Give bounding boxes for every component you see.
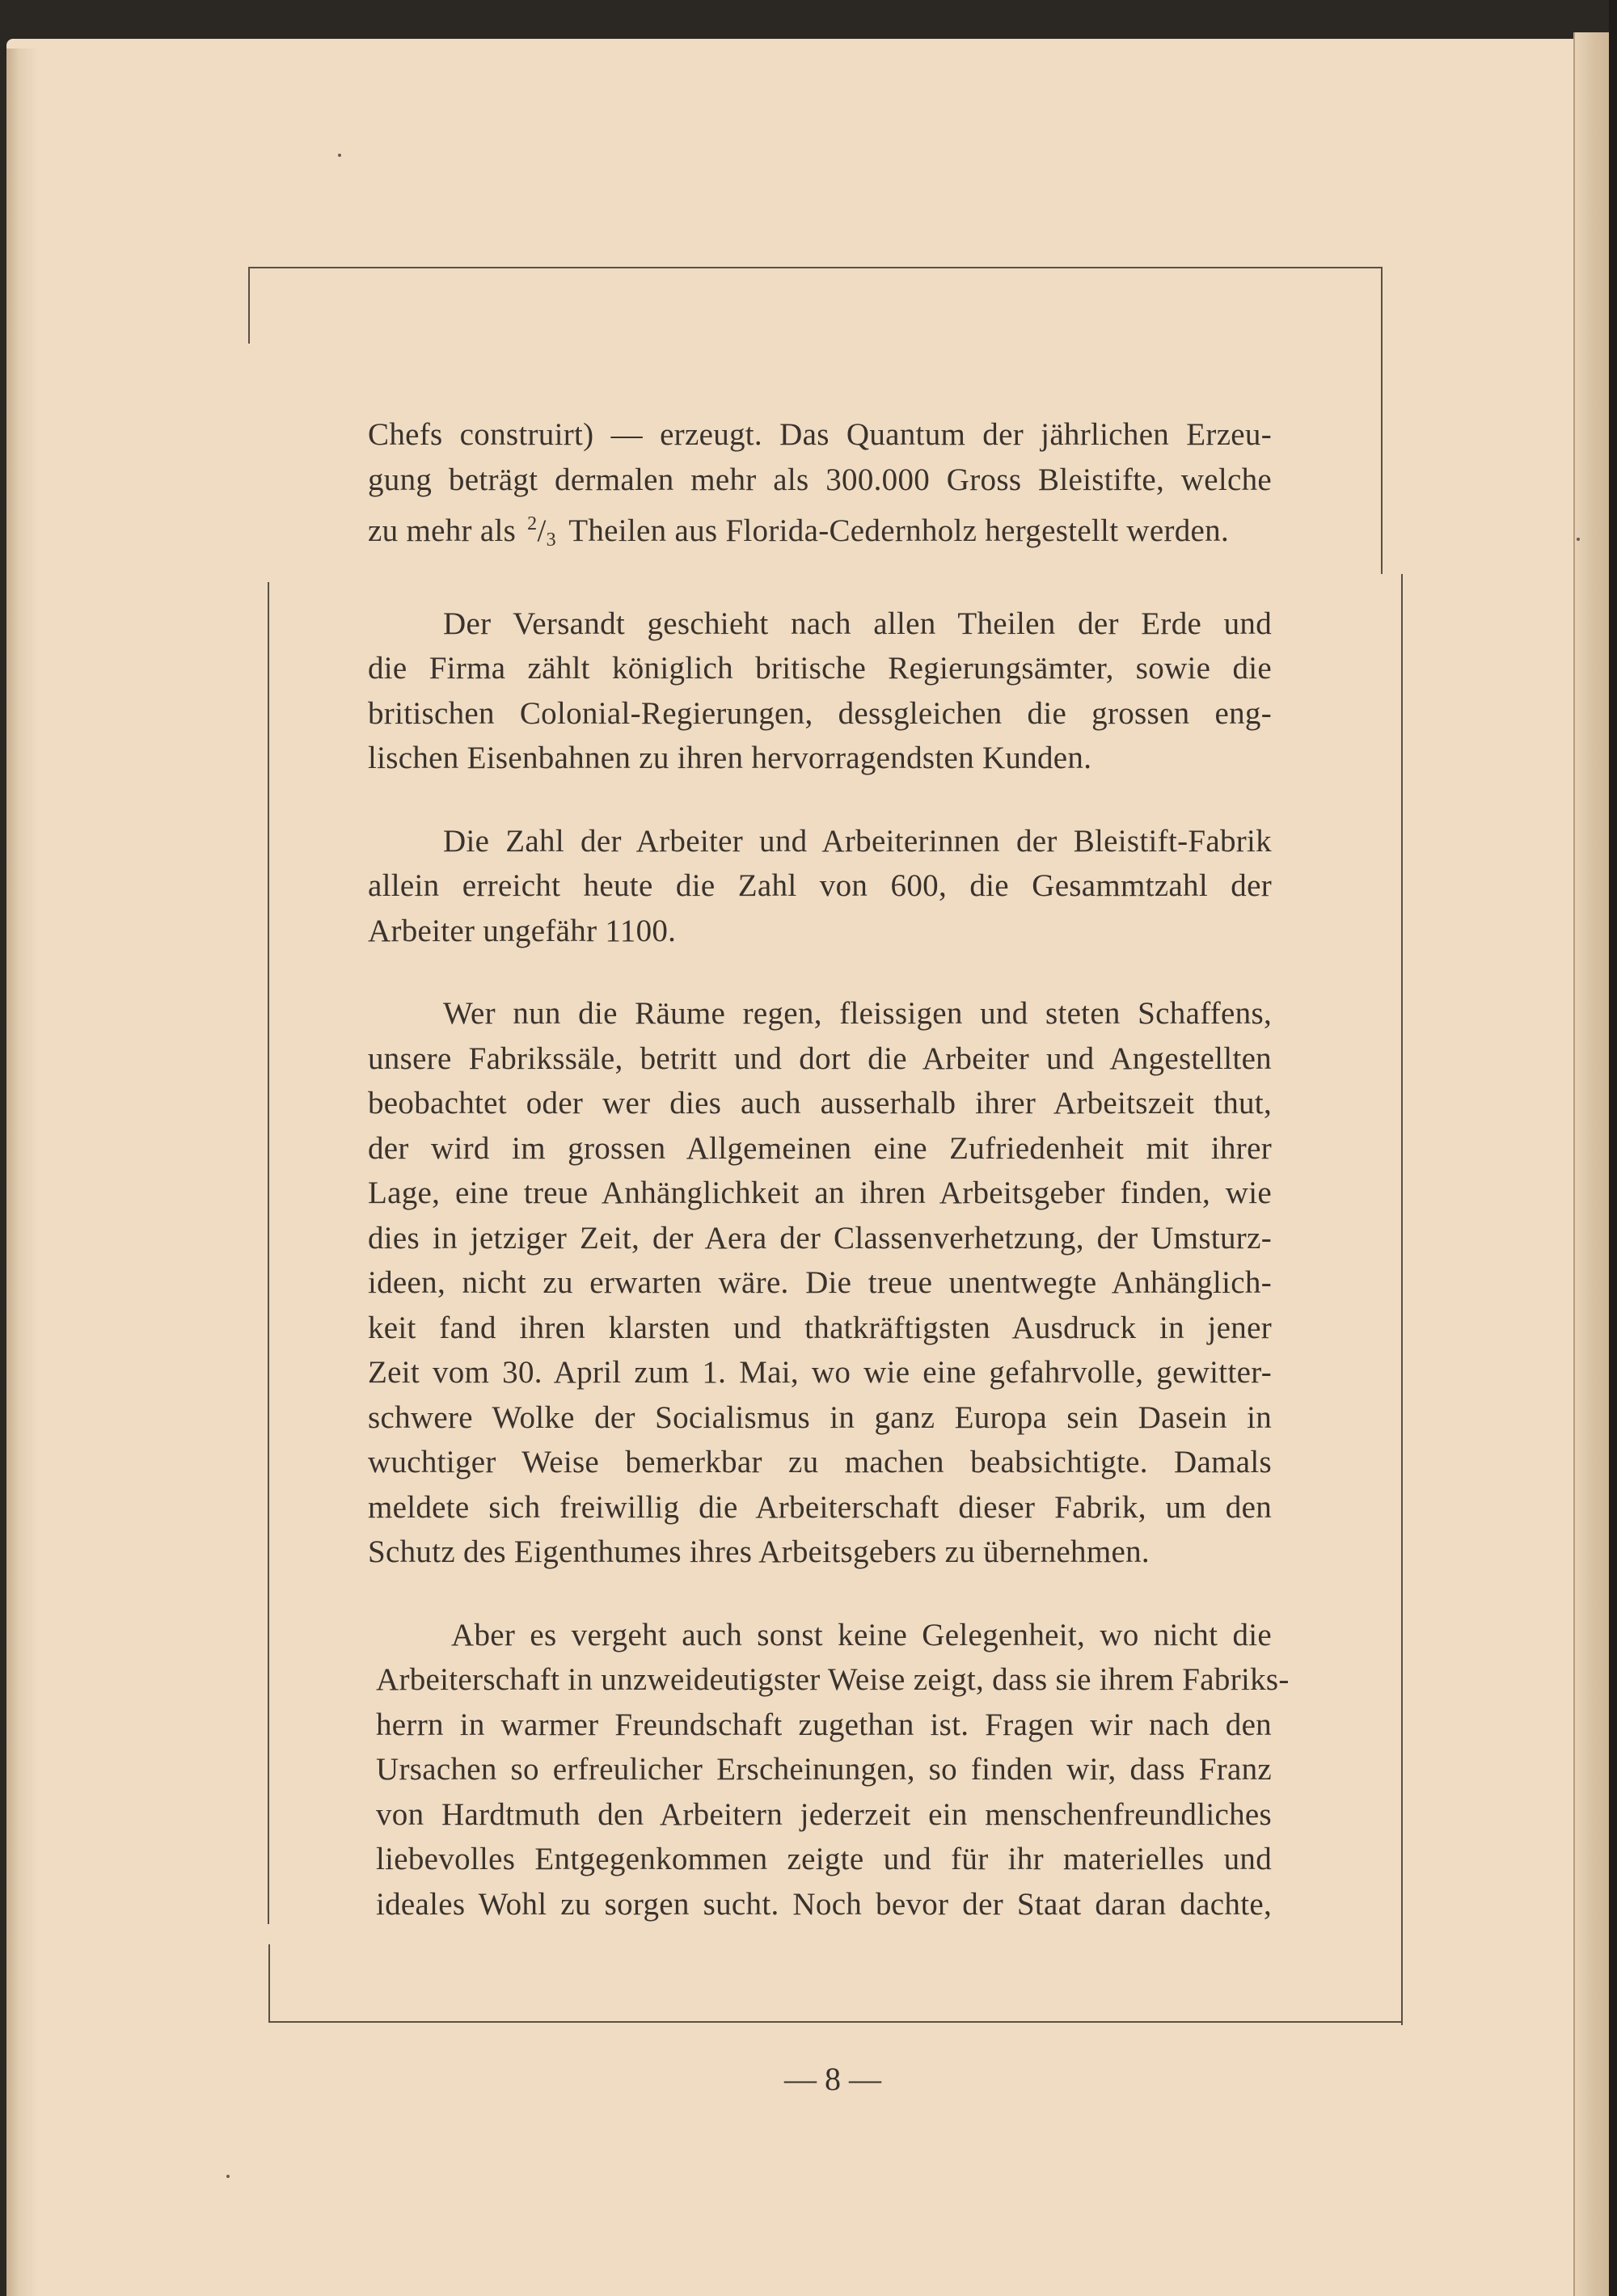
fraction-slash: /: [537, 513, 547, 548]
fraction-line-after: Theilen aus Florida-Cedernholz hergestellt werden.: [560, 513, 1230, 548]
text-line: Chefs construirt) — erzeugt. Das Quantum der jährlichen Erzeu-: [368, 417, 1272, 452]
paragraph-3: [368, 819, 1272, 954]
scan-speck: [226, 2175, 230, 2178]
page-number: — 8 —: [784, 2061, 881, 2097]
text-line: Aber es vergeht auch sonst keine Gelegenheit, wo nicht die: [451, 1617, 1272, 1652]
fraction-line-before: zu mehr als: [368, 513, 525, 548]
text-line: Arbeiterschaft in unzweideutigster Weise zeigt, dass sie ihrem Fabriks-: [376, 1662, 1290, 1697]
text-line: keit fand ihren klarsten und thatkräftigsten Ausdruck in jener: [368, 1310, 1272, 1345]
text-line: liebevolles Entgegenkommen zeigte und für ihr materielles und: [376, 1842, 1272, 1876]
body-text: [368, 412, 1290, 1965]
frame-left-rule-upper: [248, 267, 250, 344]
frame-left-rule-lower: [268, 1944, 270, 2021]
text-line: Lage, eine treue Anhänglichkeit an ihren Arbeitsgeber finden, wie: [368, 1175, 1272, 1210]
text-line: schwere Wolke der Socialismus in ganz Europa sein Dasein in: [368, 1399, 1272, 1435]
scan-speck: [1577, 538, 1580, 541]
text-line: ideen, nicht zu erwarten wäre. Die treue unentwegte Anhänglich-: [368, 1265, 1272, 1300]
text-line: Die Zahl der Arbeiter und Arbeiterinnen der Bleistift-Fabrik: [443, 823, 1272, 859]
text-line: unsere Fabrikssäle, betritt und dort die Arbeiter und Angestellten: [368, 1040, 1272, 1076]
frame-right-rule: [1401, 574, 1403, 1948]
fraction-numerator: 2: [527, 513, 538, 534]
frame-top-rule: [249, 267, 1381, 268]
paragraph-4: [368, 991, 1272, 1575]
paragraph-1: [368, 412, 1272, 563]
text-line: Zeit vom 30. April zum 1. Mai, wo wie eine gefahrvolle, gewitter-: [368, 1355, 1272, 1390]
text-line: dies in jetziger Zeit, der Aera der Classenverhetzung, der Umsturz-: [368, 1220, 1272, 1256]
text-line-with-fraction: [368, 502, 1272, 563]
text-line: meldete sich freiwillig die Arbeiterschaft dieser Fabrik, um den: [368, 1489, 1272, 1525]
scan-speck: [338, 154, 341, 157]
fraction-denominator: 3: [546, 530, 556, 551]
text-line: Arbeiter ungefähr 1100.: [368, 913, 677, 948]
scan-border-right: [1609, 0, 1617, 2296]
text-line: gung beträgt dermalen mehr als 300.000 Gross Bleistifte, welche: [368, 462, 1272, 497]
text-line: lischen Eisenbahnen zu ihren hervorragendsten Kunden.: [368, 741, 1092, 775]
text-line: Der Versandt geschieht nach allen Theilen der Erde und: [443, 606, 1272, 641]
text-line: allein erreicht heute die Zahl von 600, die Gesammtzahl der: [368, 868, 1272, 903]
text-line: Schutz des Eigenthumes ihres Arbeitsgebers zu übernehmen.: [368, 1534, 1150, 1569]
text-line: herrn in warmer Freundschaft zugethan ist. Fragen wir nach den: [376, 1707, 1272, 1742]
text-line: beobachtet oder wer dies auch ausserhalb ihrer Arbeitszeit thut,: [368, 1086, 1272, 1121]
frame-right-rule-upper: [1381, 267, 1383, 574]
text-line: britischen Colonial-Regierungen, dessgleichen die grossen eng-: [368, 695, 1272, 731]
text-line: ideales Wohl zu sorgen sucht. Noch bevor der Staat daran dachte,: [376, 1886, 1272, 1922]
frame-left-rule: [268, 582, 269, 1924]
text-line: von Hardtmuth den Arbeitern jederzeit ein menschenfreundliches: [376, 1796, 1272, 1832]
paragraph-5: [376, 1613, 1290, 1927]
text-line: die Firma zählt königlich britische Regierungsämter, sowie die: [368, 651, 1272, 686]
paragraph-2: [368, 601, 1272, 781]
text-line: Ursachen so erfreulicher Erscheinungen, so finden wir, dass Franz: [376, 1752, 1272, 1787]
page-left-edge-shadow: [6, 49, 39, 2296]
frame-right-rule-lower: [1401, 1948, 1403, 2025]
frame-bottom-rule: [268, 2021, 1403, 2023]
text-line: wuchtiger Weise bemerkbar zu machen beabsichtigte. Damals: [368, 1445, 1272, 1479]
text-line: Wer nun die Räume regen, fleissigen und steten Schaffens,: [443, 996, 1272, 1031]
text-line: der wird im grossen Allgemeinen eine Zufriedenheit mit ihrer: [368, 1130, 1272, 1166]
